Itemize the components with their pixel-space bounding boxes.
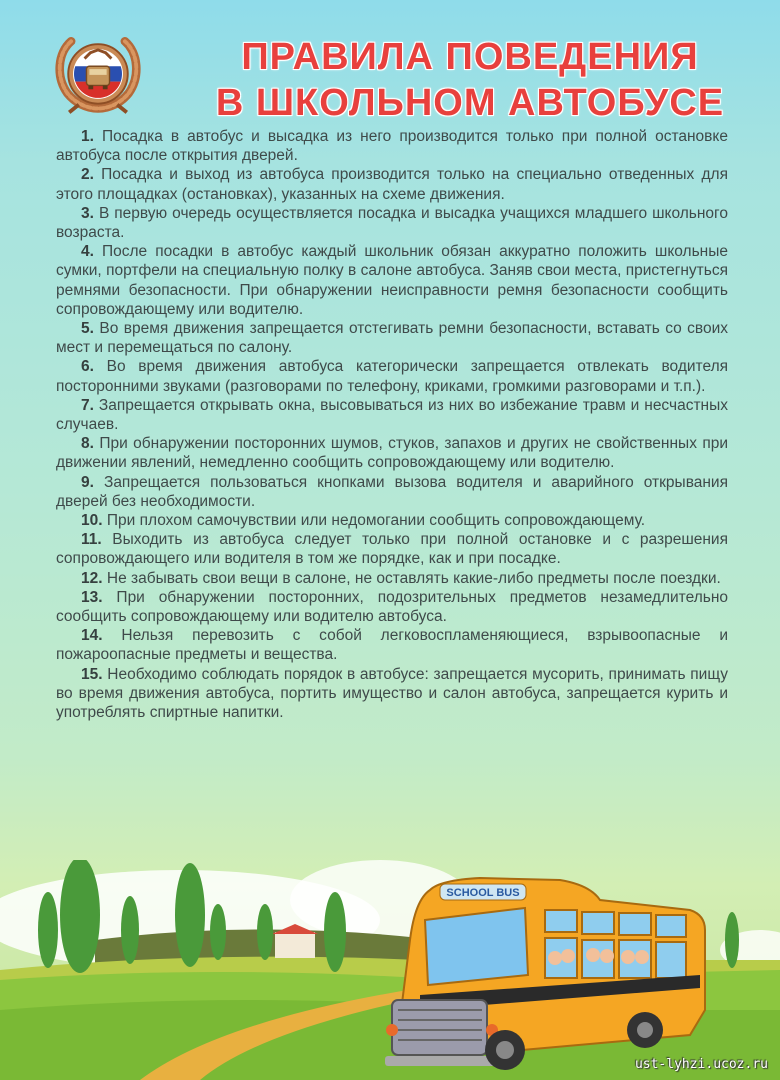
rule-item (56, 204, 728, 242)
rules-list (56, 127, 728, 722)
rule-text: Нельзя перевозить с собой легковоспламеняющиеся, взрывоопасные и пожароопасные предметы и вещества. (56, 627, 728, 664)
rule-number: 5. (81, 320, 94, 338)
rule-text: В первую очередь осуществляется посадка и высадка учащихся младшего школьного возраста. (56, 204, 728, 242)
rule-number: 11. (81, 531, 102, 549)
watermark: ust-lyhzi.ucoz.ru (634, 1057, 768, 1072)
rule-item (56, 127, 728, 165)
rule-text: Необходимо соблюдать порядок в автобусе: запрещается мусорить, принимать пищу во время движения автобуса, портить имущество и салон автобуса, запрещается курить и употреблять спиртные напитки. (56, 665, 728, 722)
rule-text: Запрещается открывать окна, высовываться из них во избежание травм и несчастных случаев. (56, 396, 729, 434)
title-line-1: ПРАВИЛА ПОВЕДЕНИЯ (241, 36, 699, 78)
rule-number: 9. (81, 473, 94, 491)
rule-item (56, 665, 728, 723)
rule-text: Во время движения автобуса категорически запрещается отвлекать водителя посторонними звуками (разговорами по телефону, криками, громкими разговорами и т.п.). (56, 358, 729, 395)
rule-text: Посадка и выход из автобуса производится только на специально отведенных для этого площадках (остановках), указанных на схеме движения. (56, 166, 728, 203)
rule-number: 14. (81, 627, 103, 645)
rule-item (56, 357, 728, 395)
rule-text: При обнаружении посторонних шумов, стуков, запахов и других не свойственных при движении явлений, немедленно сообщить сопровождающему или водителю. (56, 435, 729, 472)
rule-item (56, 569, 728, 588)
rule-number: 13. (81, 588, 103, 606)
rule-text: Во время движения запрещается отстегивать ремни безопасности, вставать со своих мест и перемещаться по салону. (56, 320, 728, 357)
rule-number: 1. (81, 128, 94, 145)
rule-item (56, 396, 728, 434)
rule-item (56, 473, 728, 511)
rule-number: 7. (81, 396, 94, 414)
rule-text: Не забывать свои вещи в салоне, не оставлять какие-либо предметы после поездки. (106, 569, 721, 587)
rule-item (56, 511, 728, 530)
rule-number: 3. (81, 204, 94, 222)
rule-number: 12. (81, 569, 103, 587)
svg-text:SCHOOL BUS: SCHOOL BUS (446, 887, 520, 899)
rule-text: Посадка в автобус и высадка из него производится только при полной остановке автобуса после открытия дверей. (56, 128, 728, 165)
rule-text: Запрещается пользоваться кнопками вызова водителя и аварийного открывания дверей без необходимости. (56, 473, 728, 510)
rule-number: 4. (81, 243, 94, 261)
rule-item (56, 165, 728, 203)
house-icon (275, 932, 315, 958)
page-title (190, 34, 750, 126)
rule-text: При плохом самочувствии или недомогании сообщить сопровождающему. (106, 512, 646, 530)
rule-number: 2. (81, 166, 94, 184)
rule-number: 10. (81, 512, 103, 530)
rule-number: 8. (81, 435, 94, 453)
school-bus-icon (385, 878, 705, 1070)
rule-item (56, 319, 728, 357)
rule-text: При обнаружении посторонних, подозрительных предметов незамедлительно сообщить сопровождающему или водителю автобуса. (56, 588, 729, 626)
rule-text: После посадки в автобус каждый школьник обязан аккуратно положить школьные сумки, портфели на специальную полку в салоне автобуса. Заняв свои места, пристегнуться ремнями безопасности. При обнаружении неисправности ремня безопасности сообщить сопровождающему или водителю. (56, 243, 728, 318)
rule-number: 6. (81, 358, 94, 376)
rule-item (56, 242, 728, 319)
rule-item (56, 434, 728, 472)
rule-number: 15. (81, 665, 103, 683)
header (0, 14, 780, 124)
traffic-police-emblem-icon (50, 24, 146, 120)
rule-text: Выходить из автобуса следует только при полной остановке и с разрешения сопровождающего или водителя в том же порядке, как и при посадке. (56, 531, 728, 568)
title-line-2: В ШКОЛЬНОМ АВТОБУСЕ (215, 82, 725, 124)
rule-item (56, 588, 728, 626)
countryside-bus-illustration (0, 860, 780, 1080)
rule-item (56, 530, 728, 568)
rule-item (56, 626, 728, 664)
